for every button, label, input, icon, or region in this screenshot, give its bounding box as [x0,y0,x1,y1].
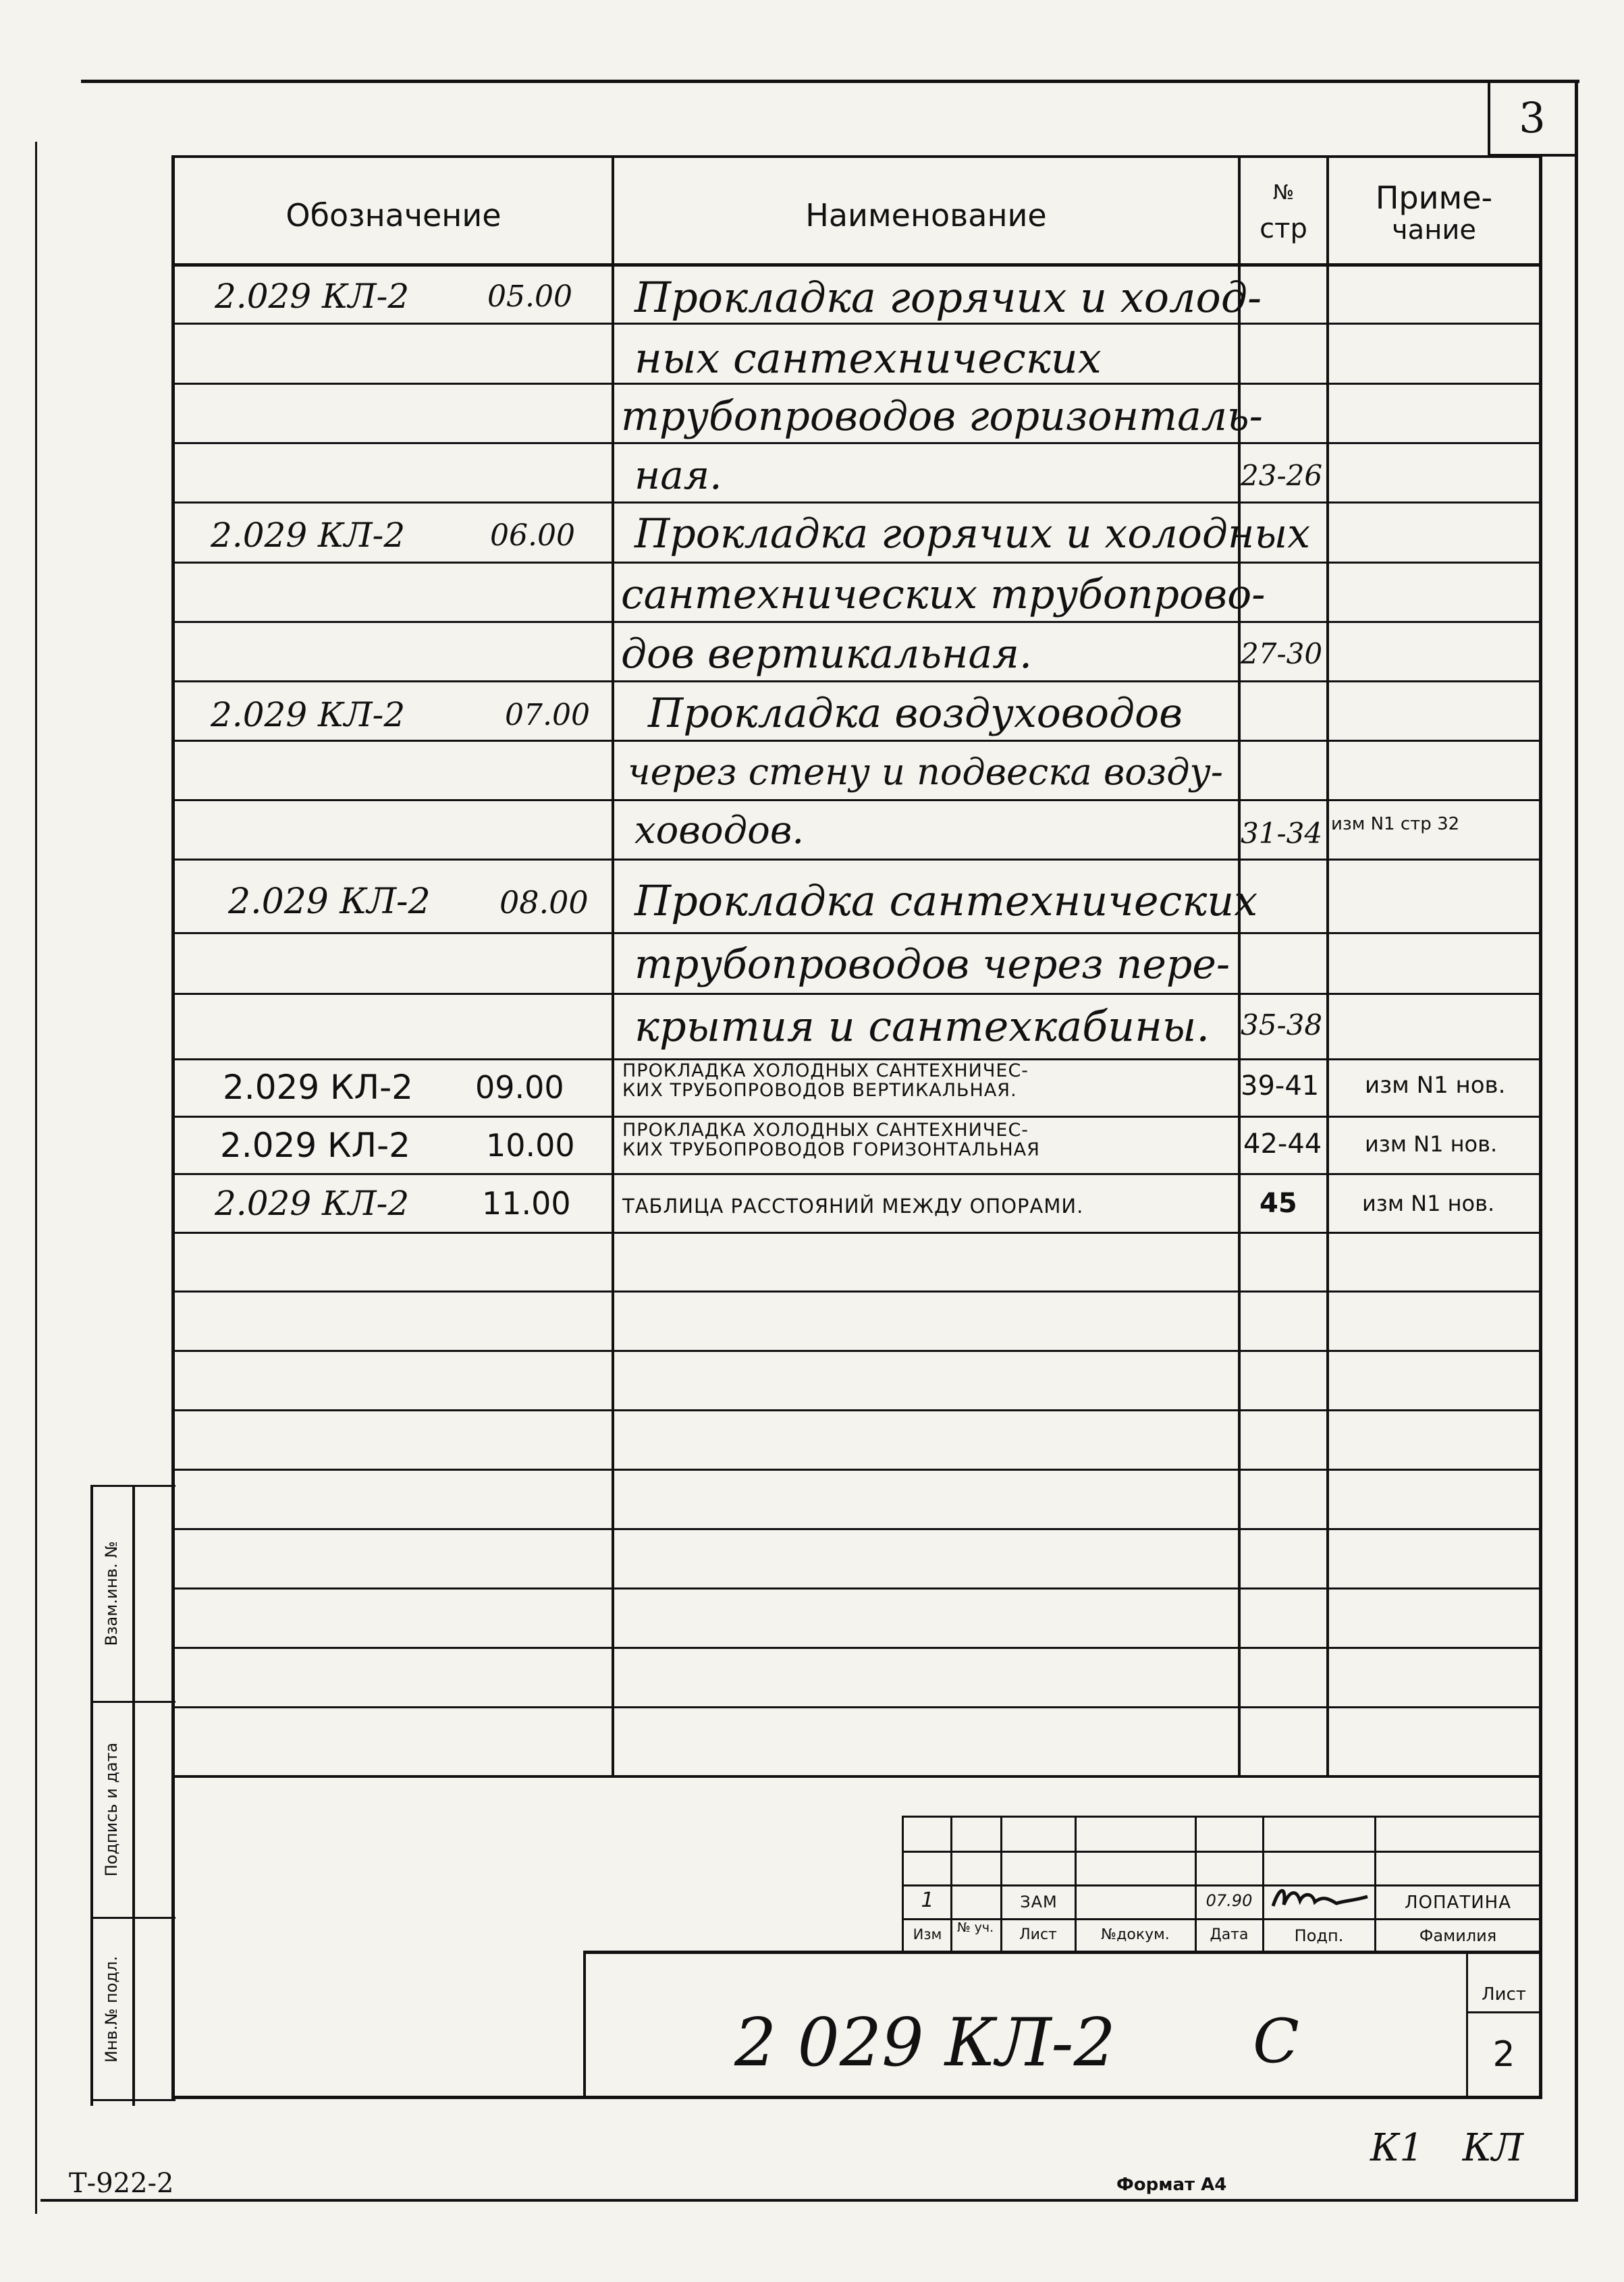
row-name: через стену и подвеска возду- [628,751,1224,793]
row-name: ТАБЛИЦА РАССТОЯНИЙ МЕЖДУ ОПОРАМИ. [622,1195,1084,1218]
footer-format: Формат А4 [1116,2175,1227,2195]
header-note-2: чание [1392,215,1476,246]
row-name: трубопроводов горизонталь- [621,393,1263,440]
row-number: 05.00 [487,279,572,314]
caption-izm: Изм [913,1926,942,1943]
row-code: 2.029 КЛ-2 [215,277,410,316]
bottom-border [40,2199,1578,2202]
row-name: ховодов. [634,809,805,852]
row-code: 2.029 КЛ-2 [223,1068,413,1107]
row-name: Прокладка воздуховодов [648,690,1183,737]
footer-left-code: Т-922-2 [69,2168,174,2199]
row-code: 2.029 КЛ-2 [215,1184,410,1223]
signature-scribble [1269,1880,1370,1918]
column-divider-3 [1326,155,1329,1775]
row-note: изм N1 нов. [1362,1191,1495,1216]
row-name: Прокладка горячих и холод- [634,273,1262,322]
row-code: 2.029 КЛ-2 [228,881,431,922]
column-divider-1 [612,155,614,1775]
row-code: 2.029 КЛ-2 [211,695,406,734]
row-name: ПРОКЛАДКА ХОЛОДНЫХ САНТЕХНИЧЕС- КИХ ТРУБОПРОВОДОВ ГОРИЗОНТАЛЬНАЯ [622,1120,1040,1160]
row-page: 27-30 [1241,637,1323,670]
side-label-inv-orig: Инв.№ подл. [102,1956,121,2063]
header-name: Наименование [805,197,1047,234]
row-number: 09.00 [475,1069,564,1106]
caption-list: Лист [1019,1926,1057,1943]
row-name: сантехнических трубопрово- [621,571,1266,618]
row-name: дов вертикальная. [621,630,1033,678]
binding-strip-div-1 [90,1701,175,1703]
page-number-box-left [1488,81,1490,155]
row-code: 2.029 КЛ-2 [220,1126,410,1165]
rev-izm: 1 [921,1889,934,1912]
binding-strip-top [90,1485,175,1487]
header-page-no-1: № [1272,181,1295,205]
row-name: ПРОКЛАДКА ХОЛОДНЫХ САНТЕХНИЧЕС- КИХ ТРУБОПРОВОДОВ ВЕРТИКАЛЬНАЯ. [622,1060,1029,1101]
binding-strip-right [132,1485,135,2106]
row-number: 08.00 [499,884,589,921]
row-number: 10.00 [486,1127,575,1164]
caption-surname: Фамилия [1419,1926,1497,1945]
binding-strip-left [90,1485,93,2106]
row-name: ная. [634,452,722,498]
row-page: 45 [1260,1188,1297,1219]
row-name: Прокладка горячих и холодных [634,510,1311,558]
sheet-number: 2 [1492,2034,1515,2075]
row-page: 39-41 [1241,1070,1320,1102]
header-note-1: Приме- [1375,180,1493,216]
row-name: Прокладка сантехнических [634,876,1258,925]
caption-uch: № уч. [956,1920,994,1935]
rev-date: 07.90 [1206,1891,1253,1910]
caption-date: Дата [1210,1926,1249,1943]
row-number: 11.00 [482,1185,571,1222]
sheet-label: Лист [1482,1984,1526,2005]
header-page-no-2: стр [1260,213,1307,244]
table-top-border [171,155,1542,158]
right-border [1575,80,1578,2199]
side-label-sign-date: Подпись и дата [102,1742,121,1877]
table-right-border [1539,155,1542,2099]
page-number: 3 [1519,93,1546,142]
header-separator [171,263,1542,267]
row-note: изм N1 стр 32 [1331,814,1460,834]
caption-sign: Подп. [1294,1926,1344,1945]
row-number: 07.00 [505,698,590,732]
row-name: трубопроводов через пере- [634,941,1230,988]
footer-marks: К1 КЛ [1370,2126,1523,2170]
document-code: 2 029 КЛ-2 [734,2005,1116,2082]
row-page: 35-38 [1241,1008,1323,1041]
row-name: ных сантехнических [634,333,1102,383]
document-suffix: С [1253,2006,1299,2077]
rev-list: ЗАМ [1020,1893,1058,1911]
caption-doc: №докум. [1101,1926,1170,1943]
row-name: крытия и сантехкабины. [634,1002,1210,1051]
side-label-inv-replace: Взам.инв. № [102,1541,121,1646]
row-page: 42-44 [1243,1129,1322,1160]
table-bottom-border [171,2096,1542,2099]
row-note: изм N1 нов. [1365,1072,1506,1099]
rev-surname: ЛОПАТИНА [1404,1893,1512,1913]
row-page: 23-26 [1241,459,1323,492]
row-page: 31-34 [1241,817,1323,850]
row-note: изм N1 нов. [1365,1131,1498,1157]
left-outer-border [35,142,37,2214]
row-number: 06.00 [490,518,575,553]
table-left-border [171,155,175,2099]
header-designation: Обозначение [286,197,502,234]
row-code: 2.029 КЛ-2 [211,516,406,555]
top-border [81,80,1579,83]
